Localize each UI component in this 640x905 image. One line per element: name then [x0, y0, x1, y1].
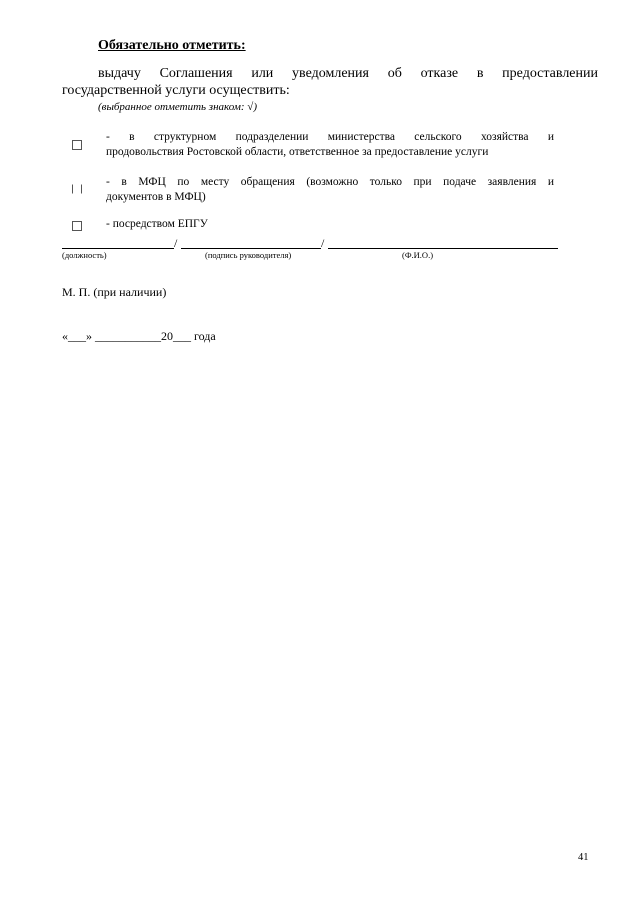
paragraph-line-1: выдачу Соглашения или уведомления об отказе в предоставлении: [98, 66, 598, 81]
paragraph-line-2: государственной услуги осуществить:: [62, 83, 290, 98]
selection-hint: (выбранное отметить знаком: √): [98, 101, 258, 113]
caption-position: (должность): [62, 250, 107, 260]
option-mfc-line-2: документов в МФЦ): [106, 191, 206, 203]
option-epgu-line-1: - посредством ЕПГУ: [106, 218, 208, 230]
signature-separator-2: /: [321, 236, 325, 250]
full-name-field-line[interactable]: [328, 247, 558, 249]
caption-full-name: (Ф.И.О.): [402, 250, 434, 260]
caption-signature: (подпись руководителя): [205, 250, 292, 260]
checkbox-option-mfc[interactable]: [72, 184, 82, 194]
page-number: 41: [578, 852, 589, 863]
option-mfc: [106, 175, 554, 205]
date-line: «___» ___________20___ года: [62, 329, 216, 343]
checkbox-option-epgu[interactable]: [72, 221, 82, 231]
stamp-place: М. П. (при наличии): [62, 285, 167, 299]
option-mfc-line-1: - в МФЦ по месту обращения (возможно только при подаче заявления и: [106, 176, 554, 188]
option-ministry-line-2: продовольствия Ростовской области, ответственное за предоставление услуги: [106, 146, 489, 158]
signature-line: [62, 231, 558, 249]
signature-field-line[interactable]: [181, 247, 321, 249]
checkbox-option-ministry[interactable]: [72, 140, 82, 150]
section-heading: Обязательно отметить:: [98, 38, 246, 53]
option-ministry-line-1: - в структурном подразделении министерства сельского хозяйства и: [106, 131, 554, 143]
option-epgu: [106, 217, 554, 232]
signature-separator-1: /: [174, 236, 178, 250]
position-field-line[interactable]: [62, 247, 174, 249]
option-ministry: [106, 130, 554, 160]
